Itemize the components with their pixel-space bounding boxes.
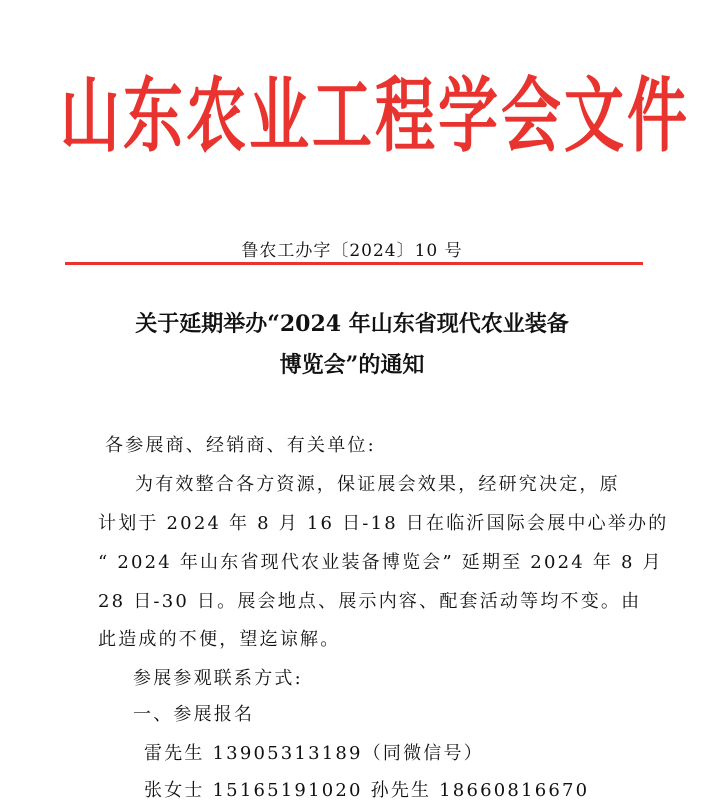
paragraph-line: “ 2024 年山东省现代农业装备博览会” 延期至 2024 年 8 月: [98, 552, 663, 573]
paragraph-line: 28 日-30 日。展会地点、展示内容、配套活动等均不变。由: [98, 591, 642, 612]
salutation: 各参展商、经销商、有关单位:: [105, 435, 376, 456]
contact-line: 张女士 15165191020 孙先生 18660816670: [144, 780, 590, 801]
section-heading: 一、参展报名: [133, 704, 255, 725]
paragraph-line: 为有效整合各方资源，保证展会效果，经研究决定，原: [135, 474, 620, 495]
contact-line: 雷先生 13905313189（同微信号）: [144, 743, 484, 764]
paragraph-line: 此造成的不便，望迄谅解。: [98, 629, 341, 650]
notice-title-line-1: 关于延期举办“2024 年山东省现代农业装备: [135, 311, 569, 337]
document-number: 鲁农工办字〔2024〕10 号: [241, 241, 463, 261]
red-divider-line: [65, 262, 643, 265]
document-header-title: 山东农业工程学会文件: [60, 69, 690, 165]
paragraph-line: 计划于 2024 年 8 月 16 日-18 日在临沂国际会展中心举办的: [98, 513, 669, 534]
contact-heading: 参展参观联系方式:: [133, 668, 303, 689]
notice-title-line-2: 博览会”的通知: [279, 352, 425, 378]
